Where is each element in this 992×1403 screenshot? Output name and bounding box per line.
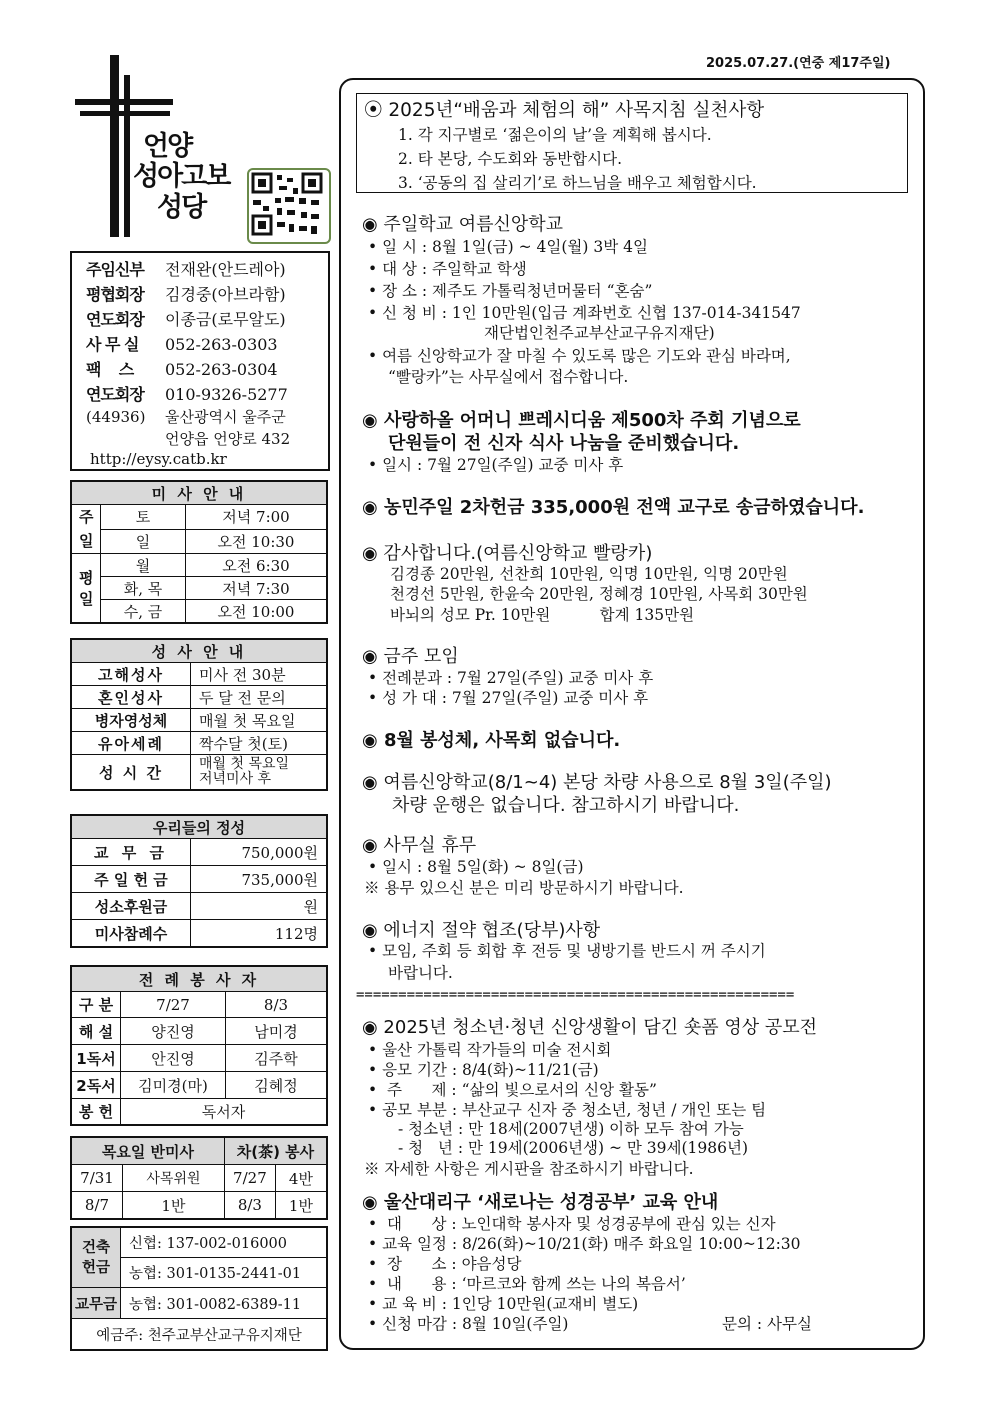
- mass-day: 일: [101, 529, 186, 554]
- info-value: 052-263-0303: [165, 335, 278, 354]
- address-line-1: 울산광역시 울주군: [165, 408, 286, 426]
- meetings-title: ◉ 금주 모임: [362, 646, 459, 667]
- offering-table: [70, 814, 328, 948]
- contest-item: • 공모 부분 : 부산교구 신자 중 청소년, 청년 / 개인 또는 팀: [368, 1101, 767, 1119]
- cross-bar: [75, 99, 173, 105]
- parish-due-label: 교무금: [71, 1288, 121, 1319]
- mass-title: 미 사 안 내: [71, 481, 327, 505]
- mass-day: 수, 금: [101, 600, 186, 624]
- bible-study-item: • 교 육 비 : 1인당 10만원(교재비 별도): [368, 1295, 639, 1313]
- summer-school-item: • 일 시 : 8월 1일(금) ~ 4일(월) 3박 4일: [368, 238, 648, 256]
- servers-person: 독서자: [121, 1099, 328, 1126]
- servers-person: 김혜정: [226, 1072, 328, 1099]
- homepage-link[interactable]: http://eysy.catb.kr: [90, 450, 227, 468]
- info-key: 팩 스: [86, 360, 134, 379]
- bible-study-title: ◉ 울산대리구 ‘새로나는 성경공부’ 교육 안내: [362, 1192, 719, 1213]
- qr-code-icon[interactable]: [247, 168, 331, 244]
- sacrament-name: 성 시 간: [71, 755, 191, 791]
- office-closed-item: • 일시 : 8월 5일(화) ~ 8일(금): [368, 858, 584, 876]
- vehicle-notice-2: 차량 운행은 없습니다. 참고하시기 바랍니다.: [392, 795, 740, 816]
- servers-head: 7/27: [121, 992, 226, 1018]
- info-row: [86, 357, 278, 380]
- sacrament-info: 두 달 전 문의: [191, 686, 328, 709]
- thanks-title: ◉ 감사합니다.(여름신앙학교 빨랑카): [362, 543, 653, 564]
- guideline-item: 2. 타 본당, 수도회와 동반합시다.: [398, 150, 623, 168]
- vehicle-notice: ◉ 여름신앙학교(8/1~4) 본당 차량 사용으로 8월 3일(주일): [362, 772, 832, 793]
- servers-role: 2독서: [71, 1072, 121, 1099]
- cross-icon: [110, 55, 119, 237]
- tea-date: 7/27: [224, 1165, 275, 1192]
- contest-item: - 청 년 : 만 19세(2006년생) ~ 만 39세(1986년): [398, 1139, 749, 1157]
- info-row: [86, 282, 286, 305]
- summer-school-item: • 신 청 비 : 1인 10만원(입금 계좌번호 신협 137-014-341547: [368, 304, 801, 322]
- info-value: 010-9326-5277: [165, 385, 288, 404]
- offering-name: 주 일 헌 금: [71, 866, 191, 893]
- info-row: [86, 382, 288, 405]
- servers-person: 안진영: [121, 1045, 226, 1072]
- office-closed-title: ◉ 사무실 휴무: [362, 835, 477, 856]
- contest-item: - 청소년 : 만 18세(2007년생) 이하 모두 참여 가능: [398, 1120, 744, 1138]
- office-closed-note: ※ 용무 있으신 분은 미리 방문하시기 바랍니다.: [364, 879, 684, 897]
- offering-amount: 735,000원: [191, 866, 328, 893]
- bible-study-contact: 문의 : 사무실: [722, 1315, 812, 1333]
- legion-meal-item: • 일시 : 7월 27일(주일) 교중 미사 후: [368, 456, 624, 474]
- logo-line-2: 성아고보: [133, 161, 230, 192]
- building-fund-label: [71, 1227, 121, 1288]
- offering-name: 교 무 금: [71, 839, 191, 866]
- mass-time: 오전 6:30: [186, 554, 328, 577]
- info-key: 평협회장: [86, 285, 144, 304]
- tea-date: 8/3: [224, 1192, 275, 1220]
- sunday-group-label: 주일: [79, 508, 94, 550]
- mass-time: 오전 10:00: [186, 600, 328, 624]
- meetings-item: • 전례분과 : 7월 27일(주일) 교중 미사 후: [368, 669, 654, 687]
- address-line-2: 언양읍 언양로 432: [165, 430, 291, 448]
- offering-amount: 원: [191, 893, 328, 920]
- thursday-date: 8/7: [71, 1192, 123, 1220]
- sunday-group: [71, 505, 101, 554]
- servers-person: 김미경(마): [121, 1072, 226, 1099]
- contest-item: • 주 제 : “삶의 빛으로서의 신앙 활동”: [368, 1081, 657, 1099]
- energy-item: 바랍니다.: [388, 964, 453, 982]
- offering-amount: 112명: [191, 920, 328, 948]
- sacrament-name: 유아세례: [71, 732, 191, 755]
- servers-role: 봉 헌: [71, 1099, 121, 1126]
- bible-study-item: • 내 용 : ‘마르코와 함께 쓰는 나의 복음서’: [368, 1275, 686, 1293]
- info-row: [86, 257, 286, 280]
- sacrament-title: 성 사 안 내: [71, 639, 327, 663]
- offering-name: 미사참례수: [71, 920, 191, 948]
- address-row: [86, 406, 286, 427]
- account-number: 농협: 301-0082-6389-11: [121, 1288, 328, 1319]
- guideline-item: 1. 각 지구별로 ‘젊은이의 날’을 계획해 봅시다.: [398, 126, 712, 144]
- info-key: 연도회장: [86, 310, 144, 329]
- weekday-group: [71, 554, 101, 624]
- mass-schedule-table: [70, 480, 328, 624]
- account-number: 신협: 137-002-016000: [121, 1227, 328, 1258]
- servers-role: 해 설: [71, 1018, 121, 1045]
- contest-item: • 울산 가톨릭 작가들의 미술 전시회: [368, 1041, 612, 1059]
- mass-day: 토: [101, 505, 186, 530]
- mass-day: 화, 목: [101, 577, 186, 600]
- logo-line-3: 성당: [157, 192, 206, 223]
- bible-study-item: • 교육 일정 : 8/26(화)~10/21(화) 매주 화요일 10:00~12:30: [368, 1235, 801, 1253]
- section-divider: ====================================================: [356, 987, 795, 1003]
- offering-amount: 750,000원: [191, 839, 328, 866]
- mass-time: 저녁 7:30: [186, 577, 328, 600]
- sacrament-info: 짝수달 첫(토): [191, 732, 328, 755]
- info-value: 이종금(로무알도): [165, 310, 286, 329]
- sacrament-name: 병자영성체: [71, 709, 191, 732]
- farmers-sunday-title: ◉ 농민주일 2차헌금 335,000원 전액 교구로 송금하였습니다.: [362, 497, 865, 518]
- guideline-item: 3. ‘공동의 집 살리기’로 하느님을 배우고 체험합시다.: [398, 174, 757, 192]
- parish-info-box: [70, 251, 330, 471]
- thursday-title: 목요일 반미사: [71, 1137, 224, 1165]
- account-holder: 예금주: 천주교부산교구유지재단: [71, 1319, 327, 1351]
- sacrament-table: [70, 638, 328, 791]
- contest-note: ※ 자세한 사항은 게시판을 참조하시기 바랍니다.: [364, 1160, 694, 1178]
- legion-meal-title: ◉ 사랑하올 어머니 쁘레시디움 제500차 주회 기념으로: [362, 410, 801, 431]
- issue-date: 2025.07.27.(연중 제17주일): [706, 56, 891, 71]
- qr-code-graphic: [249, 170, 325, 238]
- servers-head: 구 분: [71, 992, 121, 1018]
- mass-time: 저녁 7:00: [186, 505, 328, 530]
- offering-name: 성소후원금: [71, 893, 191, 920]
- summer-school-item: • 장 소 : 제주도 가톨릭청년머물터 “혼숨”: [368, 282, 653, 300]
- info-key: 주임신부: [86, 260, 144, 279]
- guideline-title: ⦿ 2025년“배움과 체험의 해” 사목지침 실천사항: [364, 100, 765, 121]
- thursday-group: 사목위원: [123, 1165, 225, 1192]
- summer-school-item: “빨랑카”는 사무실에서 접수합니다.: [388, 368, 629, 386]
- cross-bar-shadow: [80, 111, 170, 116]
- tea-title: 차(茶) 봉사: [224, 1137, 327, 1165]
- summer-school-item: • 여름 신앙학교가 잘 마칠 수 있도록 많은 기도와 관심 바라며,: [368, 347, 791, 365]
- legion-meal-title-2: 단원들이 전 신자 식사 나눔을 준비했습니다.: [388, 433, 740, 454]
- servers-person: 남미경: [226, 1018, 328, 1045]
- servers-person: 양진영: [121, 1018, 226, 1045]
- sacrament-info-multi: [191, 755, 328, 791]
- offering-title: 우리들의 정성: [71, 815, 327, 839]
- logo-line-1: 언양: [143, 131, 192, 162]
- mass-time: 오전 10:30: [186, 529, 328, 554]
- building-fund-label-2: 헌금: [81, 1259, 110, 1276]
- no-communion-title: ◉ 8월 봉성체, 사목회 없습니다.: [362, 730, 621, 751]
- info-value: 김경중(아브라함): [165, 285, 286, 304]
- tea-group: 1반: [275, 1192, 327, 1220]
- summer-school-item: 재단법인천주교부산교구유지재단): [484, 324, 715, 342]
- account-number: 농협: 301-0135-2441-01: [121, 1258, 328, 1288]
- servers-head: 8/3: [226, 992, 328, 1018]
- building-fund-label-1: 건축: [81, 1239, 110, 1256]
- thanks-line: 천경선 5만원, 한윤숙 20만원, 정혜경 10만원, 사목회 30만원: [390, 585, 808, 603]
- liturgy-servers-table: [70, 965, 328, 1126]
- bible-study-item: • 신청 마감 : 8월 10일(주일): [368, 1315, 569, 1333]
- summer-school-item: • 대 상 : 주일학교 학생: [368, 260, 527, 278]
- sacrament-info: 매월 첫 목요일: [191, 709, 328, 732]
- mass-day: 월: [101, 554, 186, 577]
- sacrament-info-line: 매월 첫 목요일: [199, 756, 290, 772]
- info-key: 사 무 실: [86, 335, 139, 354]
- servers-role: 1독서: [71, 1045, 121, 1072]
- info-row: [86, 307, 286, 330]
- sacrament-info-line: 저녁미사 후: [199, 771, 272, 787]
- info-key: 연도회장: [86, 385, 144, 404]
- tea-group: 4반: [275, 1165, 327, 1192]
- energy-item: • 모임, 주회 등 회합 후 전등 및 냉방기를 반드시 꺼 주시기: [368, 942, 766, 960]
- contest-title: ◉ 2025년 청소년·청년 신앙생활이 담긴 숏폼 영상 공모전: [362, 1017, 818, 1038]
- summer-school-title: ◉ 주일학교 여름신앙학교: [362, 214, 564, 235]
- info-row: [86, 332, 278, 355]
- servers-title: 전 례 봉 사 자: [71, 966, 327, 992]
- bible-study-item: • 대 상 : 노인대학 봉사자 및 성경공부에 관심 있는 신자: [368, 1215, 776, 1233]
- info-value: 052-263-0304: [165, 360, 278, 379]
- sacrament-info: 미사 전 30분: [191, 663, 328, 686]
- meetings-item: • 성 가 대 : 7월 27일(주일) 교중 미사 후: [368, 689, 649, 707]
- thursday-group: 1반: [123, 1192, 225, 1220]
- sacrament-name: 혼인성사: [71, 686, 191, 709]
- sacrament-name: 고해성사: [71, 663, 191, 686]
- energy-title: ◉ 에너지 절약 협조(당부)사항: [362, 920, 601, 941]
- info-value: 전재완(안드레아): [165, 260, 286, 279]
- thanks-line: 김경종 20만원, 선찬희 10만원, 익명 10만원, 익명 20만원: [390, 565, 788, 583]
- weekday-group-label: 평일: [79, 569, 94, 608]
- zip-code: (44936): [86, 408, 146, 426]
- accounts-table: [70, 1226, 328, 1351]
- contest-item: • 응모 기간 : 8/4(화)~11/21(금): [368, 1061, 599, 1079]
- bible-study-item: • 장 소 : 야음성당: [368, 1255, 522, 1273]
- thursday-date: 7/31: [71, 1165, 123, 1192]
- servers-person: 김주학: [226, 1045, 328, 1072]
- thanks-line: 바뇌의 성모 Pr. 10만원 합계 135만원: [390, 606, 695, 624]
- thursday-tea-table: [70, 1136, 328, 1220]
